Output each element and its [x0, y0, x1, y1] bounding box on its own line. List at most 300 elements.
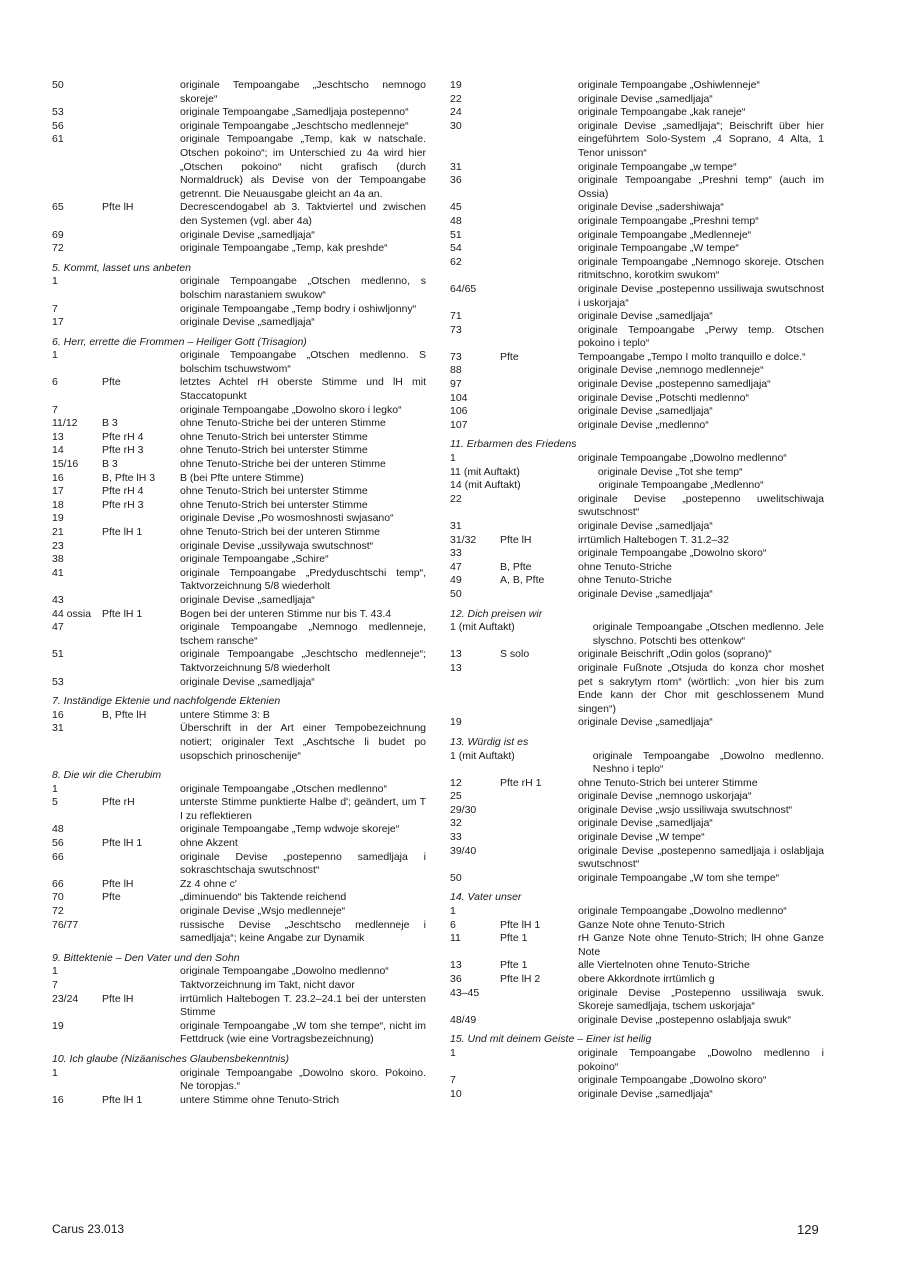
note-row	[450, 493, 824, 520]
note-row	[52, 796, 426, 823]
note-row	[52, 979, 426, 993]
measure: 1	[450, 905, 456, 918]
note-row	[450, 872, 824, 886]
measure: 16	[52, 1093, 64, 1106]
section-heading: 8. Die wir die Cherubim	[52, 769, 162, 782]
note-row	[450, 520, 824, 534]
measure: 36	[450, 973, 462, 985]
measure: 14 (mit Auftakt)	[450, 479, 521, 492]
measure: 16	[52, 708, 64, 721]
section-heading: 7. Inständige Ektenie und nachfolgende Ektenien	[52, 695, 281, 708]
section-heading: 14. Vater unser	[450, 891, 522, 904]
note-row	[450, 574, 824, 588]
remark: Überschrift in der Art einer Tempobezeichnung notiert; originaler Text „Aschtsche li budet po usopschich prinoschenije“	[180, 722, 426, 762]
note-row	[450, 621, 824, 648]
remark: originale Devise „samedljaja“	[180, 675, 315, 688]
remark: originale Tempoangabe „W tom she tempe“	[578, 871, 780, 884]
measure: 24	[450, 106, 462, 119]
remark: originale Devise „nemnogo medlenneje“	[578, 364, 764, 377]
remark: originale Tempoangabe „kak raneje“	[578, 106, 746, 119]
remark: originale Tempoangabe „Samedljaja postepenno“	[180, 106, 409, 119]
note-row	[450, 561, 824, 575]
note-row	[52, 594, 426, 608]
note-row	[450, 324, 824, 351]
remark: originale Tempoangabe „Otschen medlenno“	[180, 782, 388, 795]
part: Pfte lH	[500, 533, 532, 546]
remark: originale Tempoangabe „Otschen medlenno. S bolschim tschuwstwom“	[180, 349, 426, 375]
remark: obere Akkordnote irrtümlich g	[578, 973, 715, 985]
note-row	[52, 242, 426, 256]
note-row	[52, 709, 426, 723]
remark: originale Devise „postepenno uwelitschiwaja swutschnost“	[578, 492, 824, 519]
measure: 12	[450, 776, 462, 789]
measure: 107	[450, 418, 468, 431]
measure: 1	[52, 965, 58, 978]
note-row	[450, 364, 824, 378]
part: B, Pfte lH 3	[102, 471, 156, 484]
measure: 62	[450, 255, 462, 268]
remark: irrtümlich Haltebogen T. 23.2–24.1 bei der untersten Stimme	[180, 992, 426, 1019]
remark: originale Devise „samedljaja“	[180, 316, 315, 329]
measure: 65	[52, 201, 64, 214]
measure: 64/65	[450, 282, 477, 295]
measure: 73	[450, 323, 462, 336]
note-row	[52, 472, 426, 486]
remark: originale Devise „postepenno oslabljaja swuk“	[578, 1013, 792, 1026]
remark: originale Tempoangabe „Preshni temp“ (auch im Ossia)	[578, 174, 824, 200]
remark: originale Tempoangabe „Dowolno medlenno“	[180, 965, 389, 978]
note-row	[52, 201, 426, 228]
note-row	[52, 993, 426, 1020]
measure: 13	[450, 661, 462, 674]
note-row	[52, 133, 426, 201]
remark: ohne Akzent	[180, 837, 238, 850]
remark: originale Devise „postepenno samedljaja i oslabljaja swutschnost“	[578, 844, 824, 871]
note-row	[450, 973, 824, 987]
measure: 31	[450, 160, 462, 173]
measure: 31	[52, 722, 64, 735]
measure: 66	[52, 877, 64, 890]
measure: 6	[52, 376, 58, 389]
note-row	[52, 444, 426, 458]
remark: originale Tempoangabe „Medlenno“	[598, 479, 764, 492]
remark: originale Tempoangabe „Temp, kak preshde“	[180, 242, 388, 255]
remark: originale Tempoangabe „Temp, kak w natschale. Otschen pokoino“; im Unterschied zu 4a wird hier „Otschen pokoino“ nicht grafisch (durch Normaldruck) als Devise von der Tempoangabe getrennt. Die Neuausgabe gleicht an 4a an.	[180, 133, 426, 200]
left-column	[52, 79, 426, 1107]
note-row	[52, 79, 426, 106]
part: Pfte lH	[102, 201, 134, 214]
remark: originale Devise „sadershiwaja“	[578, 201, 724, 214]
measure: 45	[450, 201, 462, 214]
part: Pfte lH 1	[102, 1093, 143, 1106]
measure: 47	[450, 560, 462, 573]
note-row	[52, 648, 426, 675]
measure: 19	[450, 716, 462, 729]
measure: 10	[450, 1087, 462, 1100]
part: Pfte lH	[102, 992, 134, 1005]
section-heading: 13. Würdig ist es	[450, 735, 529, 748]
note-row	[52, 275, 426, 302]
remark: ohne Tenuto-Strich bei unterster Stimme	[180, 485, 368, 498]
measure: 7	[450, 1074, 456, 1087]
note-row	[52, 1094, 426, 1108]
part: Pfte lH 2	[500, 973, 541, 985]
remark: Zz 4 ohne c'	[180, 877, 237, 890]
note-row	[52, 417, 426, 431]
remark: rH Ganze Note ohne Tenuto-Strich; lH ohne Ganze Note	[578, 932, 824, 958]
remark: ohne Tenuto-Striche	[578, 560, 672, 573]
measure: 1	[52, 1066, 58, 1079]
note-row	[450, 174, 824, 201]
remark: originale Tempoangabe „Jeschtscho nemnogo skoreje“	[180, 79, 426, 105]
measure: 23	[52, 539, 64, 552]
publisher-code: Carus 23.013	[52, 1222, 125, 1236]
remark: originale Devise „nemnogo uskorjaja“	[578, 790, 752, 803]
note-row	[52, 106, 426, 120]
section-heading: 11. Erbarmen des Friedens	[450, 438, 577, 451]
right-column	[450, 79, 824, 1101]
note-row	[450, 419, 824, 433]
measure: 50	[450, 587, 462, 600]
note-row	[52, 1067, 426, 1094]
note-row	[450, 161, 824, 175]
remark: originale Devise „samedljaja“	[578, 310, 713, 323]
part: Pfte rH 3	[102, 498, 144, 511]
remark: ohne Tenuto-Strich bei unterster Stimme	[180, 444, 368, 457]
measure: 13	[450, 648, 462, 661]
measure: 23/24	[52, 992, 79, 1005]
measure: 104	[450, 391, 468, 404]
note-row	[450, 987, 824, 1014]
remark: originale Devise „samedljaja“	[180, 228, 315, 241]
note-row	[52, 905, 426, 919]
note-row	[52, 965, 426, 979]
remark: originale Devise „Tot she temp“	[597, 465, 743, 478]
remark: originale Devise „wsjo ussiliwaja swutschnost“	[578, 803, 793, 816]
note-row	[450, 283, 824, 310]
measure: 106	[450, 405, 468, 418]
measure: 7	[52, 403, 58, 416]
note-row	[52, 851, 426, 878]
measure: 36	[450, 174, 462, 187]
remark: originale Tempoangabe „Temp bodry i oshiwljonny“	[180, 302, 417, 315]
note-row	[52, 120, 426, 134]
measure: 15/16	[52, 458, 79, 471]
remark: unterste Stimme punktierte Halbe d'; geändert, um T I zu reflektieren	[180, 796, 426, 822]
measure: 13	[450, 959, 462, 972]
note-row	[450, 229, 824, 243]
note-row	[450, 959, 824, 973]
remark: originale Tempoangabe „Dowolno medlenno“	[578, 905, 787, 918]
measure: 11	[450, 932, 461, 945]
measure: 50	[450, 871, 462, 884]
measure: 88	[450, 364, 462, 377]
remark: ohne Tenuto-Striche bei der unteren Stimme	[180, 458, 386, 471]
note-row	[52, 676, 426, 690]
measure: 31	[450, 520, 462, 532]
note-row	[450, 831, 824, 845]
note-row	[52, 349, 426, 376]
part: Pfte	[102, 376, 121, 389]
remark: originale Tempoangabe „Dowolno skoro i legko“	[180, 403, 402, 416]
measure: 43	[52, 593, 64, 606]
remark: originale Devise „samedljaja“	[578, 716, 713, 729]
remark: originale Devise „samedljaja“; Beischrift über hier eingeführtem Solo-System „4 Soprano, 4 Alta, 1 Tenor unisson“	[578, 119, 824, 159]
measure: 50	[52, 79, 64, 91]
note-row	[52, 376, 426, 403]
note-row	[52, 316, 426, 330]
remark: originale Tempoangabe „Otschen medlenno, s bolschim narastaniem swukow“	[180, 275, 426, 301]
measure: 17	[52, 316, 64, 329]
measure: 41	[52, 566, 64, 579]
measure: 56	[52, 119, 64, 132]
measure: 17	[52, 485, 64, 498]
remark: ohne Tenuto-Strich bei der unteren Stimme	[180, 526, 381, 538]
remark: originale Devise „Po wosmoshnosti swjasano“	[180, 512, 394, 525]
part: Pfte lH 1	[500, 918, 541, 931]
measure: 72	[52, 242, 64, 255]
note-row	[450, 1088, 824, 1102]
note-row	[450, 479, 824, 493]
note-row	[52, 608, 426, 622]
note-row	[52, 783, 426, 797]
measure: 19	[450, 79, 462, 91]
note-row	[450, 79, 824, 93]
note-row	[52, 303, 426, 317]
measure: 51	[52, 648, 64, 661]
part: Pfte rH 4	[102, 485, 144, 498]
measure: 11 (mit Auftakt)	[450, 465, 520, 478]
note-row	[450, 466, 824, 480]
note-row	[52, 919, 426, 946]
part: Pfte rH 4	[102, 430, 144, 443]
remark: originale Tempoangabe „Dowolno medlenno“	[578, 452, 787, 465]
section-heading: 6. Herr, errette die Frommen – Heiliger Gott (Trisagion)	[52, 335, 307, 348]
note-row	[52, 891, 426, 905]
part: Pfte	[102, 891, 121, 904]
note-row	[450, 1014, 824, 1028]
measure: 30	[450, 119, 462, 132]
note-row	[52, 553, 426, 567]
remark: originale Tempoangabe „Dowolno medlenno. Neshno i teplo“	[592, 749, 824, 776]
section-heading: 5. Kommt, lasset uns anbeten	[52, 261, 191, 274]
note-row	[52, 458, 426, 472]
note-row	[450, 201, 824, 215]
measure: 5	[52, 796, 58, 809]
measure: 31/32	[450, 533, 477, 546]
remark: Tempoangabe „Tempo I molto tranquillo e dolce.“	[578, 350, 806, 363]
part: Pfte 1	[500, 932, 528, 945]
note-row	[450, 392, 824, 406]
note-row	[52, 404, 426, 418]
part: B 3	[102, 417, 118, 430]
measure: 1	[450, 452, 456, 465]
measure: 47	[52, 621, 64, 634]
measure: 1 (mit Auftakt)	[450, 621, 515, 634]
remark: Decrescendogabel ab 3. Taktviertel und zwischen den Systemen (vgl. aber 4a)	[180, 201, 426, 227]
note-row	[52, 1020, 426, 1047]
part: Pfte rH	[102, 796, 135, 809]
part: B, Pfte lH	[102, 708, 147, 721]
measure: 69	[52, 228, 64, 241]
remark: originale Tempoangabe „Dowolno medlenno i pokoino“	[578, 1046, 824, 1073]
section-heading: 9. Bittektenie – Den Vater und den Sohn	[52, 951, 240, 964]
note-row	[450, 93, 824, 107]
measure: 54	[450, 242, 462, 255]
remark: ohne Tenuto-Strich bei unterster Stimme	[180, 498, 368, 511]
remark: alle Viertelnoten ohne Tenuto-Striche	[578, 959, 750, 972]
remark: originale Fußnote „Otsjuda do konza chor moshet pet s sakrytym rtom“ (wörtlich: „von hier bis zum Ende kann der Chor mit geschlossenem Mund singen“)	[578, 661, 824, 715]
note-row	[450, 120, 824, 161]
note-row	[52, 722, 426, 763]
measure: 7	[52, 302, 58, 315]
measure: 71	[450, 310, 462, 323]
remark: ohne Tenuto-Striche bei der unteren Stimme	[180, 417, 386, 430]
measure: 21	[52, 526, 64, 538]
note-row	[450, 648, 824, 662]
note-row	[450, 378, 824, 392]
note-row	[450, 534, 824, 548]
note-row	[450, 106, 824, 120]
remark: originale Devise „samedljaja“	[578, 817, 713, 830]
remark: Bogen bei der unteren Stimme nur bis T. 43.4	[180, 607, 392, 620]
part: A, B, Pfte	[500, 574, 545, 587]
note-row	[450, 1047, 824, 1074]
remark: originale Devise „postepenno samedljaja i sokraschtschaja swutschnost“	[180, 850, 426, 877]
remark: ohne Tenuto-Striche	[578, 574, 672, 587]
note-row	[450, 932, 824, 959]
measure: 18	[52, 498, 64, 511]
remark: untere Stimme ohne Tenuto-Strich	[180, 1093, 340, 1106]
remark: originale Devise „Wsjo medlenneje“	[180, 905, 346, 918]
remark: originale Tempoangabe „Temp wdwoje skoreje“	[180, 823, 400, 836]
remark: originale Tempoangabe „Otschen medlenno. Jele slyschno. Potschti bes ottenkow“	[592, 621, 824, 647]
remark: originale Tempoangabe „Schire“	[180, 553, 329, 566]
note-row	[52, 621, 426, 648]
measure: 29/30	[450, 803, 477, 816]
note-row	[52, 431, 426, 445]
note-row	[450, 547, 824, 561]
note-row	[450, 777, 824, 791]
measure: 33	[450, 831, 462, 844]
remark: ohne Tenuto-Strich bei unterer Stimme	[578, 776, 758, 789]
part: Pfte rH 3	[102, 444, 144, 457]
note-row	[450, 242, 824, 256]
part: B 3	[102, 458, 118, 471]
remark: originale Tempoangabe „W tom she tempe“, nicht im Fettdruck (wie eine Vortragsbezeichnung)	[180, 1019, 426, 1046]
note-row	[450, 716, 824, 730]
remark: originale Tempoangabe „W tempe“	[578, 242, 739, 255]
remark: originale Devise „postepenno ussiliwaja swutschnost i uskorjaja“	[578, 282, 824, 309]
remark: Taktvorzeichnung im Takt, nicht davor	[180, 979, 355, 991]
measure: 70	[52, 891, 64, 904]
note-row	[52, 567, 426, 594]
note-row	[450, 1074, 824, 1088]
measure: 1	[450, 1046, 456, 1059]
note-row	[450, 588, 824, 602]
page-number: 129	[797, 1222, 819, 1237]
measure: 22	[450, 92, 462, 105]
measure: 97	[450, 378, 462, 391]
measure: 76/77	[52, 918, 79, 931]
measure: 56	[52, 837, 64, 850]
remark: originale Devise „samedljaja“	[180, 593, 315, 606]
remark: originale Devise „ussilywaja swutschnost“	[180, 539, 374, 552]
remark: „diminuendo“ bis Taktende reichend	[180, 891, 347, 904]
remark: originale Tempoangabe „Dowolno skoro“	[578, 547, 767, 560]
measure: 48	[450, 214, 462, 227]
measure: 11/12	[52, 417, 78, 430]
remark: originale Tempoangabe „Dowolno skoro“	[578, 1074, 767, 1087]
remark: originale Devise „Potschti medlenno“	[578, 391, 749, 404]
remark: Ganze Note ohne Tenuto-Strich	[578, 918, 725, 931]
note-row	[52, 540, 426, 554]
note-row	[450, 405, 824, 419]
measure: 66	[52, 850, 64, 863]
measure: 1	[52, 782, 58, 795]
part: Pfte lH 1	[102, 837, 143, 850]
note-row	[52, 837, 426, 851]
remark: irrtümlich Haltebogen T. 31.2–32	[578, 533, 729, 546]
note-row	[450, 790, 824, 804]
section-heading: 15. Und mit deinem Geiste – Einer ist heilig	[450, 1033, 652, 1046]
part: Pfte lH 1	[102, 607, 143, 620]
remark: originale Tempoangabe „Nemnogo medlenneje, tschem ransche“	[180, 621, 426, 647]
measure: 61	[52, 133, 64, 146]
note-row	[450, 919, 824, 933]
measure: 19	[52, 1019, 64, 1032]
measure: 1	[52, 349, 58, 362]
remark: originale Devise „samedljaja“	[578, 405, 713, 418]
part: Pfte lH	[102, 877, 134, 890]
measure: 51	[450, 228, 462, 241]
note-row	[52, 878, 426, 892]
remark: originale Tempoangabe „Medlenneje“	[578, 228, 752, 241]
remark: originale Tempoangabe „Oshiwlenneje“	[578, 79, 760, 91]
remark: originale Tempoangabe „w tempe“	[578, 160, 737, 173]
measure: 6	[450, 918, 456, 931]
remark: russische Devise „Jeschtscho medlenneje i samedljaja“; keine Angabe zur Dynamik	[180, 918, 426, 945]
note-row	[450, 662, 824, 716]
note-row	[450, 905, 824, 919]
part: Pfte rH 1	[500, 776, 542, 789]
measure: 1	[52, 275, 58, 288]
note-row	[450, 256, 824, 283]
section-heading: 12. Dich preisen wir	[450, 607, 543, 620]
part: B, Pfte	[500, 560, 532, 573]
measure: 49	[450, 574, 462, 587]
remark: originale Tempoangabe „Perwy temp. Otschen pokoino i teplo“	[578, 323, 824, 350]
note-row	[52, 512, 426, 526]
part: Pfte	[500, 350, 519, 363]
remark: originale Devise „samedljaja“	[578, 587, 713, 600]
remark: originale Tempoangabe „Preshni temp“	[578, 214, 759, 227]
part: Pfte 1	[500, 959, 528, 972]
note-row	[450, 845, 824, 872]
remark: originale Tempoangabe „Nemnogo skoreje. Otschen ritmitschno, korotkim swukom“	[578, 255, 824, 282]
measure: 53	[52, 675, 64, 688]
remark: originale Devise „samedljaja“	[578, 1087, 713, 1100]
note-row	[450, 817, 824, 831]
measure: 22	[450, 492, 462, 505]
measure: 25	[450, 790, 462, 803]
remark: originale Tempoangabe „Jeschtscho medlenneje“; Taktvorzeichnung 5/8 wiederholt	[180, 648, 426, 674]
measure: 33	[450, 547, 462, 560]
measure: 72	[52, 905, 64, 918]
remark: originale Devise „Postepenno ussiliwaja swuk. Skoreje samedljaja, tschem uskorjaja“	[578, 986, 824, 1013]
part: Pfte lH 1	[102, 526, 143, 538]
measure: 13	[52, 430, 64, 443]
